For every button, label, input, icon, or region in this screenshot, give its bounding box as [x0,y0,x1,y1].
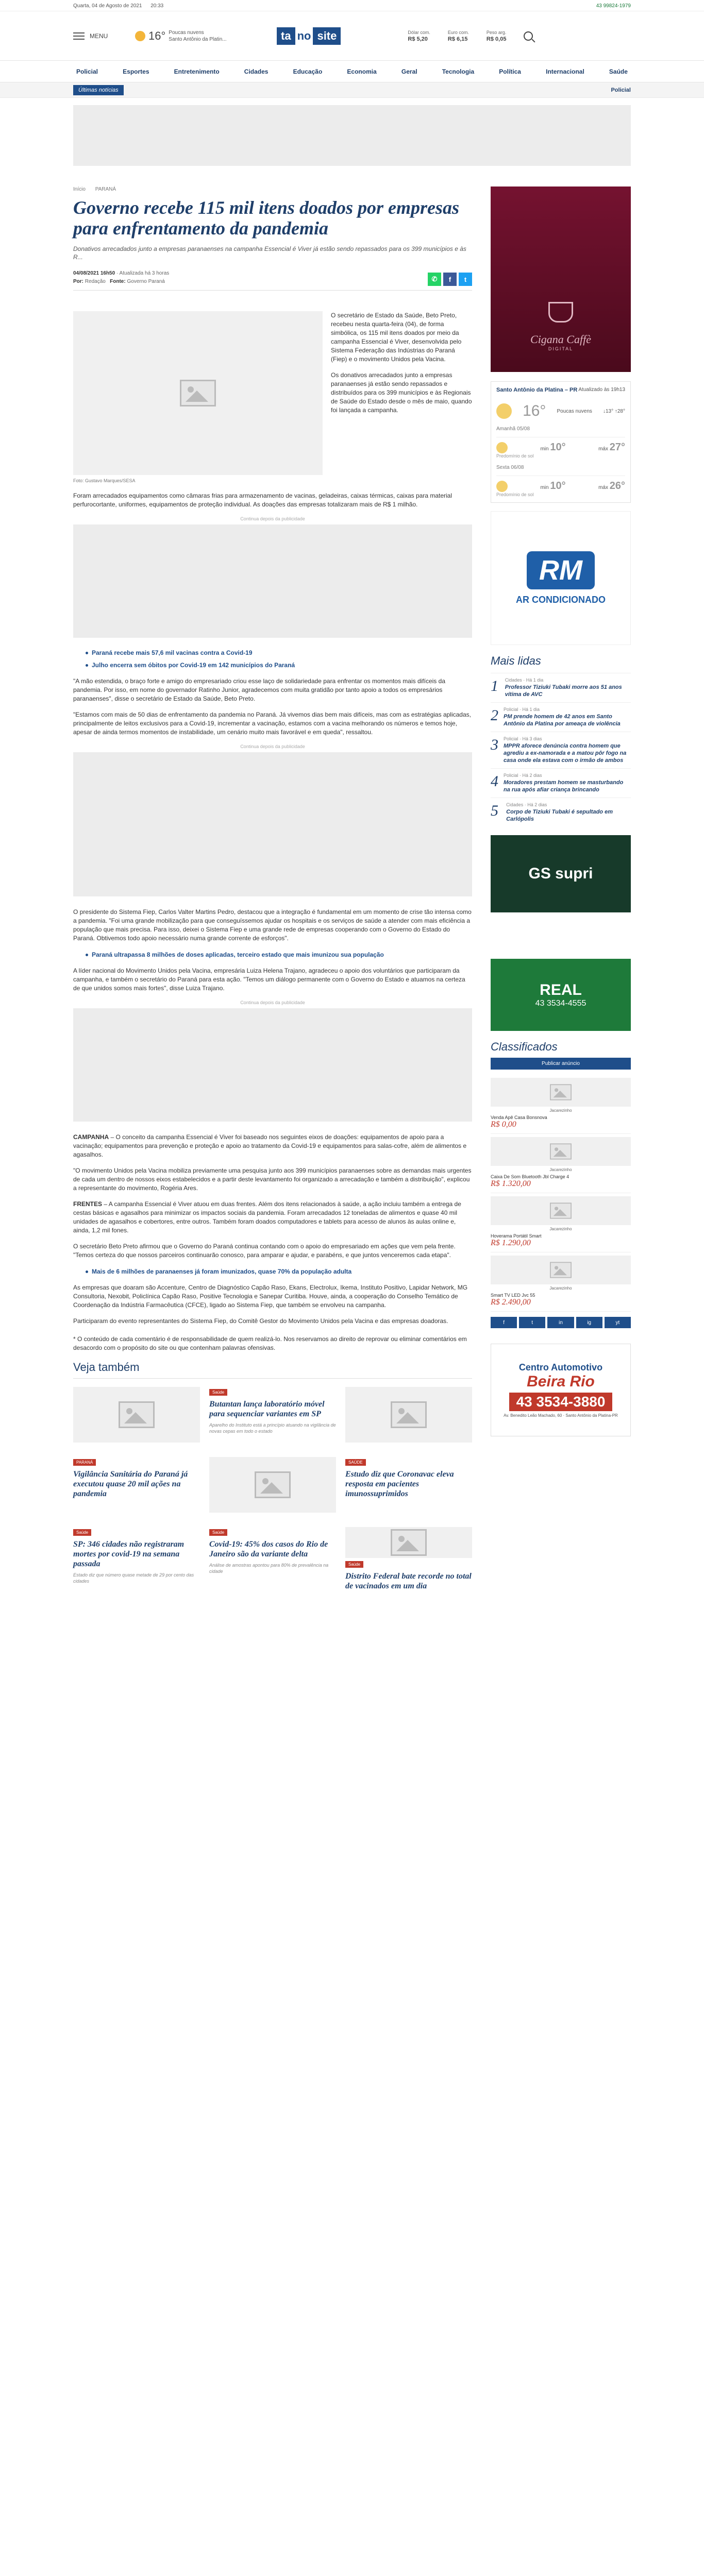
menu-label: MENU [90,32,108,40]
inline-ad[interactable] [73,524,472,638]
currency-quotes [408,29,506,43]
ad-sub: DIGITAL [548,346,574,351]
image-placeholder-icon [255,1471,291,1498]
quote-euro [448,29,469,43]
card-tag: Saúde [73,1529,91,1536]
classified-price: R$ 1.290,00 [491,1239,531,1247]
weather-desc: Poucas nuvens [169,30,204,36]
image-placeholder-icon [550,1202,572,1218]
most-read [491,654,631,827]
ad-brand: Cigana Caffè [530,333,591,346]
ticker-label: Últimas notícias [73,85,124,95]
header-weather[interactable] [135,29,238,43]
nav-esportes[interactable]: Esportes [123,68,149,75]
most-read-heading: Mais lidas [491,654,541,667]
news-card[interactable] [345,1457,472,1513]
see-also-heading: Veja também [73,1361,472,1379]
rank-number: 2 [491,707,498,724]
body-paragraph: As empresas que doaram são Accenture, Centro de Diagnóstico Capão Raso, Ekans, Electrolux, Ikema, Instituto Positivo, Lapidar Network, MG Consultoria, Nexobit, Policlínica Capão Raso, Positive Tecnologia e Sanepar Curitiba. Houve, ainda, a cooperação do Conselho Temático de Coordenação da Indústria Farmacêutica (CFCE), ligado ao Sistema Fiep, que também se envolveu na campanha. [73,1284,468,1309]
news-card[interactable] [209,1457,336,1513]
weather-desc: Poucas nuvens [557,408,592,414]
ad-phone: 43 3534-4555 [535,999,586,1008]
card-desc: Análise de amostras apontou para 80% de prevalência na cidade [209,1563,329,1574]
see-also [73,1361,472,1591]
breadcrumb [73,187,472,192]
related-links [86,950,472,959]
inline-ad[interactable] [73,752,472,896]
sun-icon [496,442,508,453]
card-image [73,1387,200,1443]
classified-item[interactable] [491,1134,631,1193]
quote-value: R$ 0,05 [486,36,507,42]
breadcrumb-home[interactable]: Início [73,187,86,192]
card-desc: Aparelho do Instituto está a princípio atuando na vigilância de novas cepas em todo o estado [209,1422,336,1434]
item-category: Policial · Há 1 dia [504,707,540,712]
ticker-category: Policial [611,87,631,93]
related-link[interactable]: Paraná recebe mais 57,6 mil vacinas contra a Covid-19 [86,648,472,657]
article-date: 04/08/2021 16h50 [73,270,115,276]
current-time: 20:33 [150,3,164,9]
article-lead [73,311,472,483]
item-title: MPPR aforece denúncia contra homem que agrediu a ex-namorada e a matou pôr fogo na casa onde ela estava com o irmão de ambos [504,743,627,764]
ad-line: Centro Automotivo [518,1362,603,1372]
item-title: Professor Tiziuki Tubaki morre aos 51 anos vítima de AVC [505,684,622,698]
card-tag: SAÚDE [345,1459,366,1466]
related-link[interactable]: Mais de 6 milhões de paranaenses já foram imunizados, quase 70% da população adulta [86,1267,472,1276]
rank-number: 5 [491,802,498,819]
ad-text: GS supri [528,865,593,882]
ad-phone: 43 3534-3880 [509,1393,613,1411]
rank-number: 4 [491,773,498,790]
ad-brand: REAL [540,981,582,998]
weather-updated: Atualizado às 19h13 [578,387,625,393]
image-placeholder-icon [180,380,216,406]
top-ad-banner[interactable] [73,105,631,166]
classified-price: R$ 2.490,00 [491,1298,531,1307]
whatsapp-link[interactable]: 43 99824-1979 [596,3,631,9]
nav-internacional[interactable]: Internacional [546,68,584,75]
article-subtitle: Donativos arrecadados junto a empresas paranaenses na campanha Essencial é Viver já estão sendo repassados para os 399 municípios e às R... [73,245,466,261]
classified-image [491,1196,631,1225]
most-read-item[interactable] [491,702,631,732]
news-card[interactable] [345,1387,472,1443]
article-source: Governo Paraná [127,279,165,284]
news-card[interactable] [73,1387,200,1443]
item-category: Policial · Há 3 dias [504,736,542,741]
site-header [0,11,704,61]
image-placeholder-icon [391,1529,427,1556]
body-paragraph: O presidente do Sistema Fiep, Carlos Valter Martins Pedro, destacou que a integração é fundamental em um momento de crise tão intensa como a pandemia. "Foi uma grande mobilização para que conseguíssemos ajudar os hospitais e os serviços de saúde a atender com mais eficiência a população que mais precisa. Para isso, deixei o Sistema Fiep e uma grande rede de empresas cooperando com o Governo do Estado do Paraná. Obtivemos todo apoio necessário numa grande corrente de esforços". [73,908,472,942]
weather-city: Santo Antônio da Platina – PR [496,387,578,393]
hamburger-icon [73,32,85,40]
sidebar-ad-beira-rio[interactable] [491,1344,631,1436]
image-placeholder-icon [550,1143,572,1159]
card-title: Butantan lança laboratório móvel para sequenciar variantes em SP [209,1400,325,1418]
card-tag: Saúde [345,1561,363,1568]
article-author: Redação [85,279,106,284]
weather-min: 13° [605,408,614,414]
quote-name: Peso arg. [486,30,507,35]
card-tag: PARANÁ [73,1459,96,1466]
body-paragraph: Foram arrecadados equipamentos como câmaras frias para armazenamento de vacinas, geladeiras, caixas térmicas, caixas para material perfurocortante, uniformes, equipamentos de proteção individual. As doações das empresas totalizaram mais de R$ 1 milhão. [73,492,452,508]
card-image [345,1527,472,1558]
whatsapp-icon[interactable]: ✆ [428,273,441,286]
most-read-item[interactable] [491,768,631,798]
sidebar-ad-supri[interactable] [491,835,631,912]
partly-cloudy-icon [496,403,512,419]
nav-geral[interactable]: Geral [401,68,417,75]
ad-address: Av. Benedito Leão Machado, 60 · Santo Antônio da Platina-PR [504,1413,618,1418]
classified-city: Jacarezinho [549,1227,572,1231]
weather-widget: Santo Antônio da Platina – PR Atualizado às 19h13 16° Poucas nuvens ↓13° ↑28° Amanhã 05/08 min 10° máx 27° Predomínio de sol Sexta 06/08 min 10° máx 26° Predomínio de sol [491,381,631,503]
main-nav [0,61,704,82]
quote-value: R$ 5,20 [408,36,428,42]
sun-icon [496,481,508,492]
nav-tecnologia[interactable]: Tecnologia [442,68,475,75]
comment-disclaimer: * O conteúdo de cada comentário é de responsabilidade de quem realizá-lo. Nos reservamos ao direito de reprovar ou eliminar comentários em desacordo com o propósito do site ou que contenham palavras ofensivas. [73,1335,467,1351]
article-photo[interactable] [73,311,323,475]
photo-credit: Foto: Gustavo Marques/SESA [73,478,136,483]
classified-image [491,1256,631,1284]
body-paragraph [73,1200,472,1235]
rank-number: 1 [491,677,498,694]
nav-economia[interactable]: Economia [347,68,377,75]
weather-temp: 16° [523,402,546,419]
classified-price: R$ 1.320,00 [491,1179,531,1188]
forecast-max: 27° [609,442,625,453]
body-paragraph: "A mão estendida, o braço forte e amigo do empresariado criou esse laço de solidariedade para enfrentar os momentos mais difíceis da pandemia. Por isso, em nome do governador Ratinho Junior, agradecemos com muita gratidão por tanto apoio a todos os empresários paranaenses", disse o secretário de Estado da Saúde, Beto Preto. [73,677,445,702]
related-links [86,648,472,670]
classified-name: Caixa De Som Bluetooth Jbl Charge 4 [491,1174,569,1179]
facebook-icon[interactable]: f [491,1317,517,1328]
weather-temp: 16° [148,29,166,42]
classified-city: Jacarezinho [549,1108,572,1113]
sidebar-ad-rm[interactable] [491,511,631,645]
most-read-item[interactable] [491,732,631,768]
card-desc: Estado diz que número quase metade de 29 por cento das cidades [73,1572,194,1584]
weather-city: Santo Antônio da Platin... [169,37,227,42]
classified-price: R$ 0,00 [491,1120,516,1129]
classified-city: Jacarezinho [549,1167,572,1172]
sidebar [491,187,631,1591]
image-placeholder-icon [119,1401,155,1428]
sidebar-ad-real[interactable] [491,959,631,1031]
classified-item[interactable] [491,1252,631,1312]
classified-name: Hoverama Portátil Smart [491,1233,542,1239]
quote-name: Dólar com. [408,30,430,35]
twitter-icon[interactable]: t [519,1317,545,1328]
share-buttons [428,273,472,286]
classified-image [491,1078,631,1107]
body-paragraph [73,1133,472,1159]
article-column [73,187,472,1591]
item-title: Moradores prestam homem se masturbando na rua após afiar criança brincando [504,779,624,793]
paragraph-lead-word: CAMPANHA [73,1133,109,1141]
source-label: Fonte: [110,279,126,284]
article-meta-bar: 04/08/2021 16h50 · Atualizada há 3 horas Por: Redação Fonte: Governo Paraná ✆ f t [73,269,472,291]
most-read-item[interactable] [491,673,631,702]
related-link[interactable]: Paraná ultrapassa 8 milhões de doses aplicadas, terceiro estado que mais imunizou sua população [86,950,472,959]
nav-policial[interactable]: Policial [76,68,98,75]
item-title: PM prende homem de 42 anos em Santo Antônio da Platina por ameaça de violência [504,714,621,727]
sidebar-ad-cafe[interactable] [491,187,631,372]
classified-name: Venda Apê Casa Bonsnova [491,1115,547,1120]
card-title: Estudo diz que Coronavac eleva resposta em pacientes imunossuprimidos [345,1470,454,1498]
most-read-item[interactable] [491,798,631,827]
item-category: Cidades · Há 2 dias [506,802,547,807]
body-paragraph: O secretário Beto Preto afirmou que o Governo do Paraná continua contando com o apoio do empresariado em ações que vem pela frente. "Temos certeza do que nossos parceiros continuarão conosco, para amparar e ajudar, e parabéns, e que juntos venceremos cada etapa". [73,1243,456,1259]
card-title: SP: 346 cidades não registraram mortes por covid-19 na semana passada [73,1540,185,1568]
news-ticker [0,82,704,98]
ad-label: Continua depois da publicidade [240,516,305,521]
lead-paragraph: Os donativos arrecadados junto a empresas paranaenses já estão sendo repassados e distribuídos para os 399 municípios e às Regionais de Saúde do Estado desde o mês de maio, quando foi lançada a campanha. [331,371,472,414]
body-paragraph: "Estamos com mais de 50 dias de enfrentamento da pandemia no Paraná. Já vivemos dias bem mais difíceis, mas com as estratégias aplicadas, principalmente de leitos exclusivos para a Covid-19, incrementar a vacinação, estamos com a vacina melhorando os números e temos hoje, apesar de ainda termos momentos de instabilidade, um cenário muito mais favorável e em queda", ressaltou. [73,711,471,736]
logo-site: site [313,27,341,45]
site-logo[interactable] [277,26,341,46]
ticker-item[interactable] [611,87,631,93]
breadcrumb-section[interactable]: PARANÁ [95,187,116,192]
forecast-day: Amanhã 05/08 [496,426,530,432]
author-label: Por: [73,279,83,284]
card-image [345,1387,472,1443]
nav-entretenimento[interactable]: Entretenimento [174,68,220,75]
quote-dollar [408,29,430,43]
classified-city: Jacarezinho [549,1286,572,1291]
news-card[interactable] [209,1387,336,1443]
ad-label: Continua depois da publicidade [240,1000,305,1005]
classified-item[interactable] [491,1193,631,1252]
nav-saude[interactable]: Saúde [609,68,628,75]
top-strip [0,0,704,11]
social-links [491,1317,631,1328]
classified-name: Smart TV LED Jvc 55 [491,1293,535,1298]
linkedin-icon[interactable]: in [547,1317,574,1328]
item-category: Policial · Há 2 dias [504,773,542,778]
publish-ad-button[interactable]: Publicar anúncio [491,1058,631,1070]
forecast-min: 10° [550,442,566,453]
lead-paragraph: O secretário de Estado da Saúde, Beto Preto, recebeu nesta quarta-feira (04), de forma simbólica, os 115 mil itens doados por meio da campanha Essencial é Viver, desenvolvida pelo Sistema Federação das Indústrias do Paraná (Fiep) e o movimento Unidos pela Vacina. [331,312,462,363]
forecast-day: Sexta 06/08 [496,465,524,470]
classifieds [491,1040,631,1328]
rank-number: 3 [491,736,498,753]
article-title: Governo recebe 115 mil itens doados por empresas para enfrentamento da pandemia [73,197,459,239]
card-title: Distrito Federal bate recorde no total de vacinados em um dia [345,1572,472,1590]
body-paragraph: Participaram do evento representantes do Sistema Fiep, do Comitê Gestor do Movimento Unidos pela Vacina e das empresas doadoras. [73,1317,448,1325]
forecast-min: 10° [550,480,566,492]
forecast-desc: Predomínio de sol [496,453,534,459]
quote-peso [487,29,507,43]
quote-value: R$ 6,15 [447,36,468,42]
nav-politica[interactable]: Política [499,68,521,75]
card-title: Covid-19: 45% dos casos do Rio de Janeiro são da variante delta [209,1540,328,1558]
inline-ad[interactable] [73,1008,472,1122]
youtube-icon[interactable]: yt [605,1317,631,1328]
body-paragraph: A líder nacional do Movimento Unidos pela Vacina, empresária Luiza Helena Trajano, agradeceu o apoio dos voluntários que participaram da campanha, e também o secretário do Paraná para esta ação. "Temos um diálogo permanente com o Governo do Estado e atuamos na certeza de que unidos somos mais fortes", disse Luiza Trajano. [73,967,465,992]
image-placeholder-icon [550,1262,572,1278]
related-links [86,1267,472,1276]
news-card[interactable] [73,1527,200,1591]
forecast-desc: Predomínio de sol [496,492,534,497]
related-link[interactable]: Julho encerra sem óbitos por Covid-19 em 142 municípios do Paraná [86,660,472,670]
partly-cloudy-icon [135,31,145,41]
ad-brand: Beira Rio [527,1373,595,1390]
weather-max: 28° [617,408,625,414]
facebook-icon[interactable]: f [443,273,457,286]
current-date: Quarta, 04 de Agosto de 2021 [73,3,142,9]
logo-no: no [297,29,311,42]
classified-item[interactable] [491,1075,631,1134]
nav-cidades[interactable]: Cidades [244,68,269,75]
coffee-cup-icon [548,302,573,323]
quote-name: Euro com. [447,30,469,35]
image-placeholder-icon [391,1401,427,1428]
ad-logo: RM [527,551,595,589]
classifieds-heading: Classificados [491,1040,558,1053]
image-placeholder-icon [550,1084,572,1100]
menu-button[interactable] [73,32,120,40]
nav-educacao[interactable]: Educação [293,68,323,75]
news-card[interactable] [73,1457,200,1513]
forecast-max: 26° [609,480,625,492]
instagram-icon[interactable]: ig [576,1317,602,1328]
classified-image [491,1137,631,1166]
news-card[interactable] [345,1527,472,1591]
item-category: Cidades · Há 1 dia [505,677,544,683]
article-updated: Atualizada há 3 horas [119,270,170,276]
paragraph-lead-word: FRENTES [73,1200,103,1208]
item-title: Corpo de Tiziuki Tubaki é sepultado em Carlópolis [506,809,613,822]
logo-ta: ta [277,27,295,45]
news-card[interactable] [209,1527,336,1591]
twitter-icon[interactable]: t [459,273,472,286]
card-image [209,1457,336,1513]
search-icon[interactable] [524,31,533,41]
ad-label: Continua depois da publicidade [240,744,305,749]
paragraph-text: – O conceito da campanha Essencial é Viver foi baseado nos seguintes eixos de doações: equipamentos de apoio para a vacinação; equipamentos para prevenção e proteção e apoio ao tratamento da Covid-19 e equipamentos para salas-cofre, além de alimentos e agasalhos. [73,1133,467,1158]
card-title: Vigilância Sanitária do Paraná já executou quase 20 mil ações na pandemia [73,1470,188,1498]
ad-text: AR CONDICIONADO [516,594,606,605]
body-paragraph: "O movimento Unidos pela Vacina mobiliza previamente uma pesquisa junto aos 399 municípios paranaenses sobre as demandas mais urgentes de cada um dentro de nossos eixos estabelecidos e a partir deste levantamento foi organizado a arrecadação e também a distribuição", explicou a representante do movimento, Rogéria Ares. [73,1167,472,1192]
card-tag: Saúde [209,1389,227,1396]
card-tag: Saúde [209,1529,227,1536]
paragraph-text: – A campanha Essencial é Viver atuou em duas frentes. Além dos itens relacionados à saúde, a ação incluiu também a entrega de cestas básicas e agasalhos para minimizar os impactos sociais da pandemia. Foram arrecadados 12 toneladas de alimentos e quase 40 mil unidades de agasalhos e cobertores, entre outros. Também foram doados computadores e tablets para acesso de alunos às aulas online e, ainda, 1,2 mil fones. [73,1200,461,1234]
